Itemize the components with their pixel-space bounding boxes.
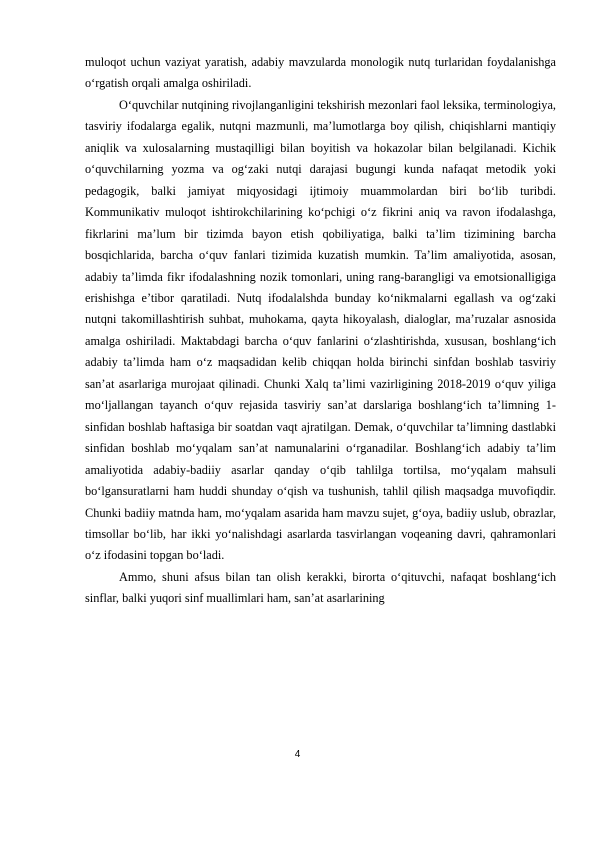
paragraph-final: Ammo, shuni afsus bilan tan olish kerakki, birorta o‘qituvchi, nafaqat boshlang‘ich sinflar, balki yuqori sinf muallimlari ham, san’at asarlarining (85, 569, 556, 606)
paragraph-main: O‘quvchilar nutqining rivojlanganligini tekshirish mezonlari faol leksika, terminologiya, tasviriy ifodalarga egalik, nutqni mazmunli, ma’lumotlarga boy qilish, chiqishlarni mantiqiy aniqlik va xulosalarning mustaqilligi bilan boyitish va hokazolar bilan belgilanadi. Kichik o‘quvchilarning yozma va og‘zaki nutqi darajasi bugungi kunda nafaqat metodik yoki pedagogik, balki jamiyat miqyosidagi ijtimoiy muammolardan biri bo‘lib turibdi. Kommunikativ muloqot ishtirokchilarining ko‘pchigi o‘z fikrini aniq va ravon ifodalashga, fikrlarini ma’lum bir tizimda bayon etish qobiliyatiga, balki ta’lim tizimining barcha bosqichlarida, barcha o‘quv fanlari tizimida kuzatish mumkin. Ta’lim amaliyotida, asosan, adabiy ta’limda fikr ifodalashning nozik tomonlari, uning rang-barangligi va emotsionalligiga erishishga e’tibor qaratiladi. Nutq ifodalalshda bunday ko‘nikmalarni egallash va og‘zaki nutqni takomillashtirish suhbat, muhokama, qayta hikoyalash, dialoglar, ma’ruzalar asnosida amalga oshiriladi. Maktabdagi barcha o‘quv fanlarini o‘zlashtirishda, xususan, boshlang‘ich adabiy ta’limda ham o‘z maqsadidan kelib chiqqan holda birinchi sinfdan boshlab tasviriy san’at asarlariga murojaat qilinadi. Chunki Xalq ta’limi vazirligining 2018-2019 o‘quv yiliga mo‘ljallangan tayanch o‘quv rejasida tasviriy san’at darslariga boshlang‘ich ta’limning 1-sinfidan boshlab haftasiga bir soatdan vaqt ajratilgan. Demak, o‘quvchilar ta’limning dastlabki sinfidan boshlab mo‘yqalam san’at namunalarini o‘rganadilar. Boshlang‘ich adabiy ta’lim amaliyotida adabiy-badiiy asarlar qanday o‘qib tahlilga tortilsa, mo‘yqalam mahsuli bo‘lgansuratlarni ham huddi shunday o‘qish va tushunish, tahlil qilish maqsadga muvofiqdir. Chunki badiiy matnda ham, mo‘yqalam asarida ham mavzu sujet, g‘oya, badiiy uslub, obrazlar, timsollar bo‘lib, har ikki yo‘nalishdagi asarlarda tasvirlangan voqeaning davri, qahramonlari o‘z ifodasini topgan bo‘ladi. (85, 97, 556, 563)
document-body (85, 52, 556, 610)
page-number: 4 (294, 749, 301, 760)
paragraph-continuation: muloqot uchun vaziyat yaratish, adabiy mavzularda monologik nutq turlaridan foydalanishga o‘rgatish orqali amalga oshiriladi. (85, 55, 556, 91)
